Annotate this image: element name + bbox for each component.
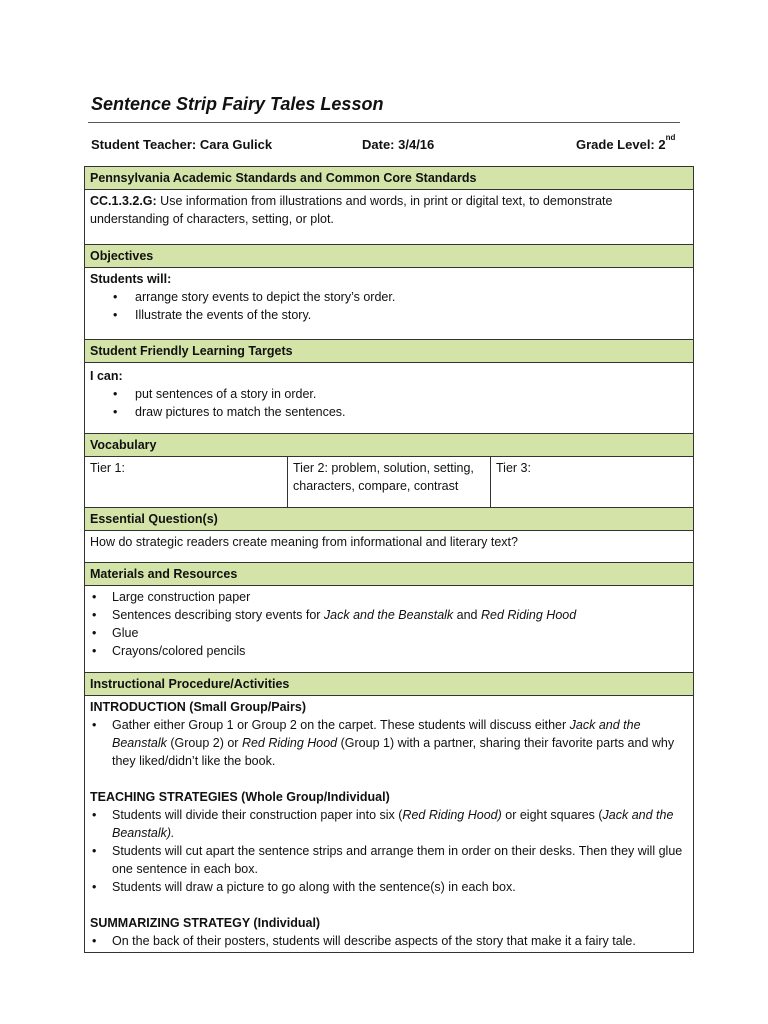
grade-suffix: nd (665, 133, 676, 142)
material-item (112, 606, 688, 624)
summarizing-heading: SUMMARIZING STRATEGY (Individual) (90, 916, 321, 930)
procedure-item (112, 716, 688, 770)
info-bar (91, 133, 681, 155)
book-title: Red Riding Hood (480, 608, 577, 622)
standard-text: Use information from illustrations and words, in print or digital text, to demonstrate understanding of characters, setting, or plot. (90, 194, 613, 226)
grade-level-text: Grade Level: 2 (576, 137, 666, 152)
materials-cell (85, 586, 694, 673)
procedure-item: • Students will cut apart the sentence strips and arrange them in order on their desks. Then they will glue one sentence in each box. (112, 842, 688, 878)
target-item: • put sentences of a story in order. (135, 385, 688, 403)
book-title: Red Riding Hood (241, 736, 338, 750)
procedure-text: Students will divide their construction paper into six ( (112, 808, 403, 822)
spacer (90, 770, 688, 788)
book-title: Red Riding Hood) (402, 808, 502, 822)
introduction-heading: INTRODUCTION (Small Group/Pairs) (90, 700, 306, 714)
book-title: Jack and the Beanstalk). (112, 808, 674, 840)
material-item: • Glue (112, 624, 688, 642)
objectives-intro: Students will: (90, 272, 172, 286)
lesson-plan-table (84, 166, 694, 953)
objective-item: • arrange story events to depict the story’s order. (135, 288, 688, 306)
vocabulary-heading: Vocabulary (85, 434, 694, 457)
standards-cell (85, 190, 694, 245)
material-item: • Crayons/colored pencils (112, 642, 688, 660)
procedure-item (112, 806, 688, 842)
procedure-text: or eight squares ( (501, 808, 603, 822)
essential-heading: Essential Question(s) (85, 508, 694, 531)
targets-intro: I can: (90, 369, 123, 383)
standards-heading: Pennsylvania Academic Standards and Common Core Standards (85, 167, 694, 190)
target-item: • draw pictures to match the sentences. (135, 403, 688, 421)
lesson-date: Date: 3/4/16 (362, 137, 435, 152)
targets-heading: Student Friendly Learning Targets (85, 340, 694, 363)
targets-cell (85, 363, 694, 434)
student-teacher: Student Teacher: Cara Gulick (91, 137, 273, 152)
spacer (90, 896, 688, 914)
tier3-cell: Tier 3: (491, 457, 694, 508)
procedure-text: (Group 1) with a partner, sharing their favorite parts and why they liked/didn’t like the book. (112, 736, 675, 768)
procedure-text: (Group 2) or (166, 736, 242, 750)
procedure-text: Gather either Group 1 or Group 2 on the carpet. These students will discuss either (112, 718, 570, 732)
material-text: and (453, 608, 481, 622)
title-rule (88, 122, 680, 123)
tier2-cell: Tier 2: problem, solution, setting, characters, compare, contrast (288, 457, 491, 508)
procedure-item: • On the back of their posters, students will describe aspects of the story that make it a fairy tale. (112, 932, 688, 950)
material-item: • Large construction paper (112, 588, 688, 606)
standard-code: CC.1.3.2.G: (90, 194, 157, 208)
essential-question: How do strategic readers create meaning from informational and literary text? (85, 531, 694, 563)
objectives-heading: Objectives (85, 245, 694, 268)
materials-heading: Materials and Resources (85, 563, 694, 586)
grade-level (576, 133, 676, 152)
document-title: Sentence Strip Fairy Tales Lesson (91, 94, 384, 114)
tier1-cell: Tier 1: (85, 457, 288, 508)
objective-item: • Illustrate the events of the story. (135, 306, 688, 324)
book-title: Jack and the Beanstalk (323, 608, 454, 622)
procedure-item: • Students will draw a picture to go along with the sentence(s) in each box. (112, 878, 688, 896)
book-title: Jack and the Beanstalk (112, 718, 641, 750)
teaching-heading: TEACHING STRATEGIES (Whole Group/Individual) (90, 790, 390, 804)
procedure-cell (85, 696, 694, 953)
procedure-heading: Instructional Procedure/Activities (85, 673, 694, 696)
material-text: Sentences describing story events for (112, 608, 324, 622)
objectives-cell (85, 268, 694, 340)
